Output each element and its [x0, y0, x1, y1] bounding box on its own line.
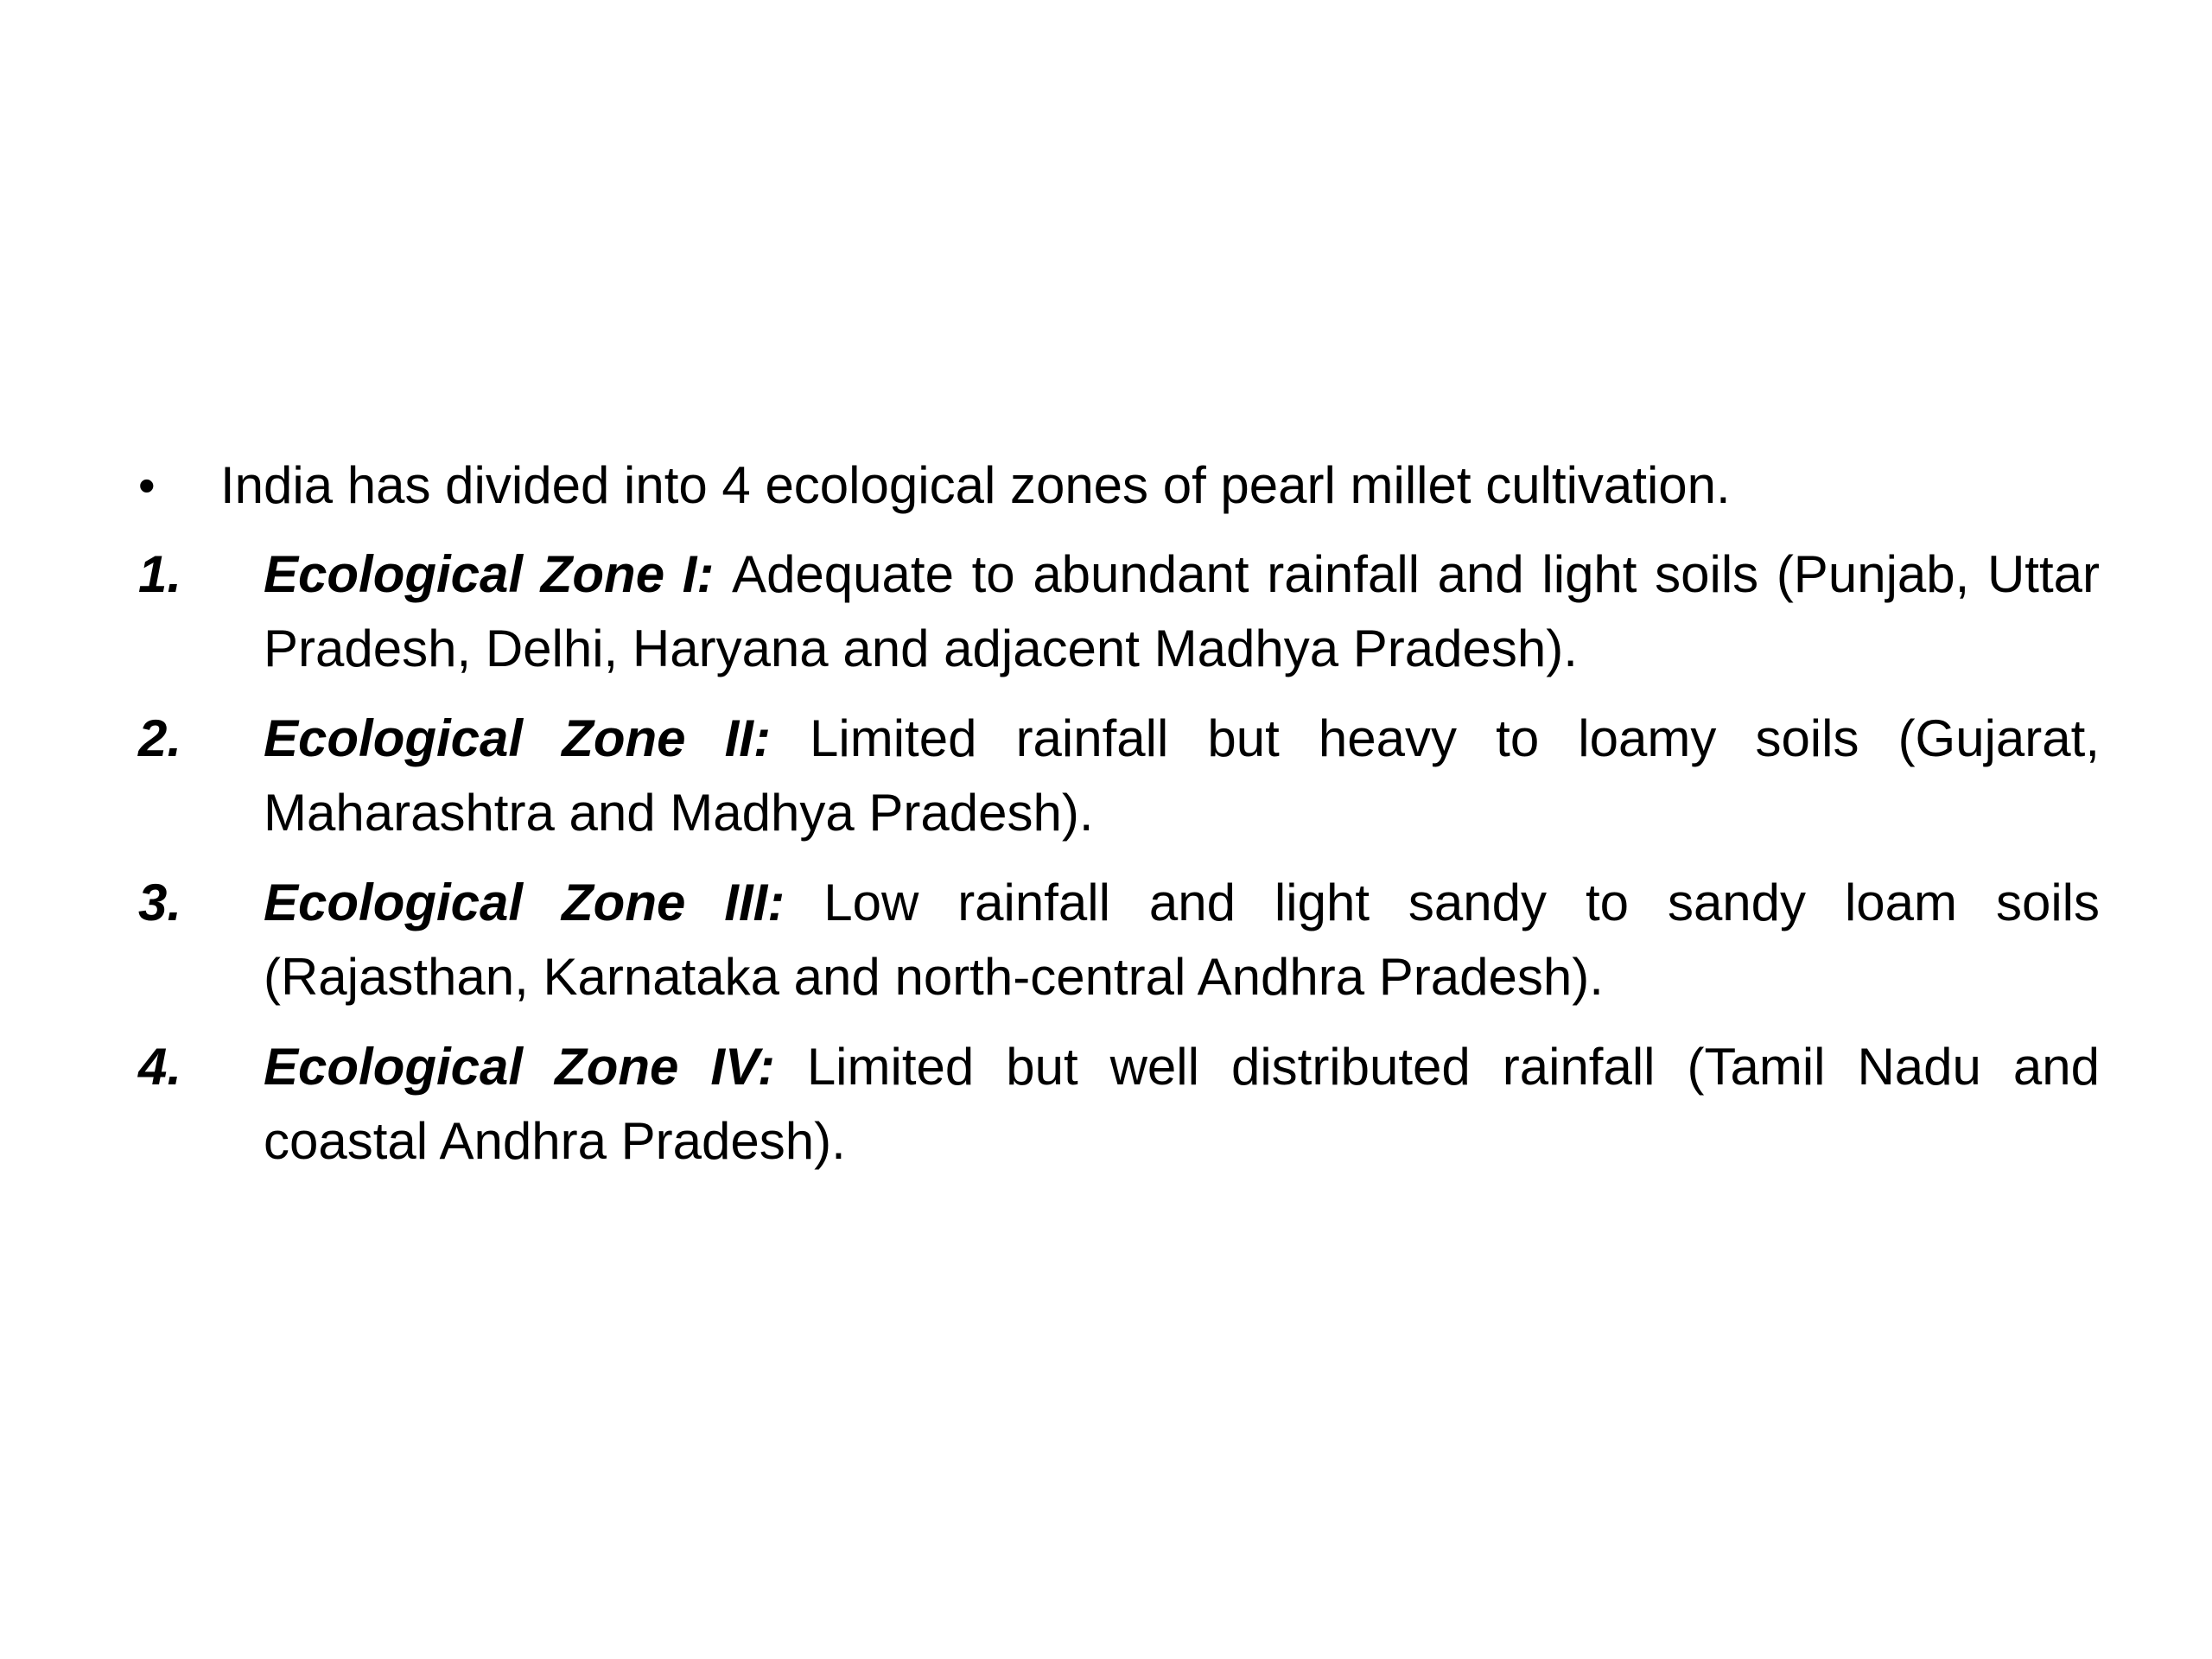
- item-number: 2.: [138, 709, 182, 767]
- intro-bullet: [138, 449, 2100, 522]
- item-number: 3.: [138, 874, 182, 931]
- zone-description: Adequate to abundant rainfall and light soils (Punjab, Uttar Pradesh, Delhi, Haryana and adjacent Madhya Pradesh).: [264, 545, 2100, 677]
- zone-item-3: [138, 866, 2100, 1014]
- zone-description: Limited rainfall but heavy to loamy soils (Gujarat, Maharashtra and Madhya Pradesh).: [264, 709, 2100, 842]
- zone-description: Limited but well distributed rainfall (Tamil Nadu and coastal Andhra Pradesh).: [264, 1038, 2100, 1170]
- zone-label: Ecological Zone I:: [264, 545, 733, 603]
- intro-text: India has divided into 4 ecological zones of pearl millet cultivation.: [220, 456, 1731, 514]
- item-number: 1.: [138, 545, 182, 603]
- zone-item-4: [138, 1030, 2100, 1179]
- slide-content: [138, 449, 2100, 1194]
- item-number: 4.: [138, 1038, 182, 1096]
- zone-item-2: [138, 702, 2100, 850]
- zone-label: Ecological Zone III:: [264, 874, 824, 931]
- bullet-marker: •: [138, 458, 156, 512]
- zone-label: Ecological Zone IV:: [264, 1038, 807, 1096]
- zone-description: Low rainfall and light sandy to sandy loam soils (Rajasthan, Karnataka and north-central Andhra Pradesh).: [264, 874, 2100, 1006]
- zone-item-1: [138, 537, 2100, 686]
- zone-label: Ecological Zone II:: [264, 709, 810, 767]
